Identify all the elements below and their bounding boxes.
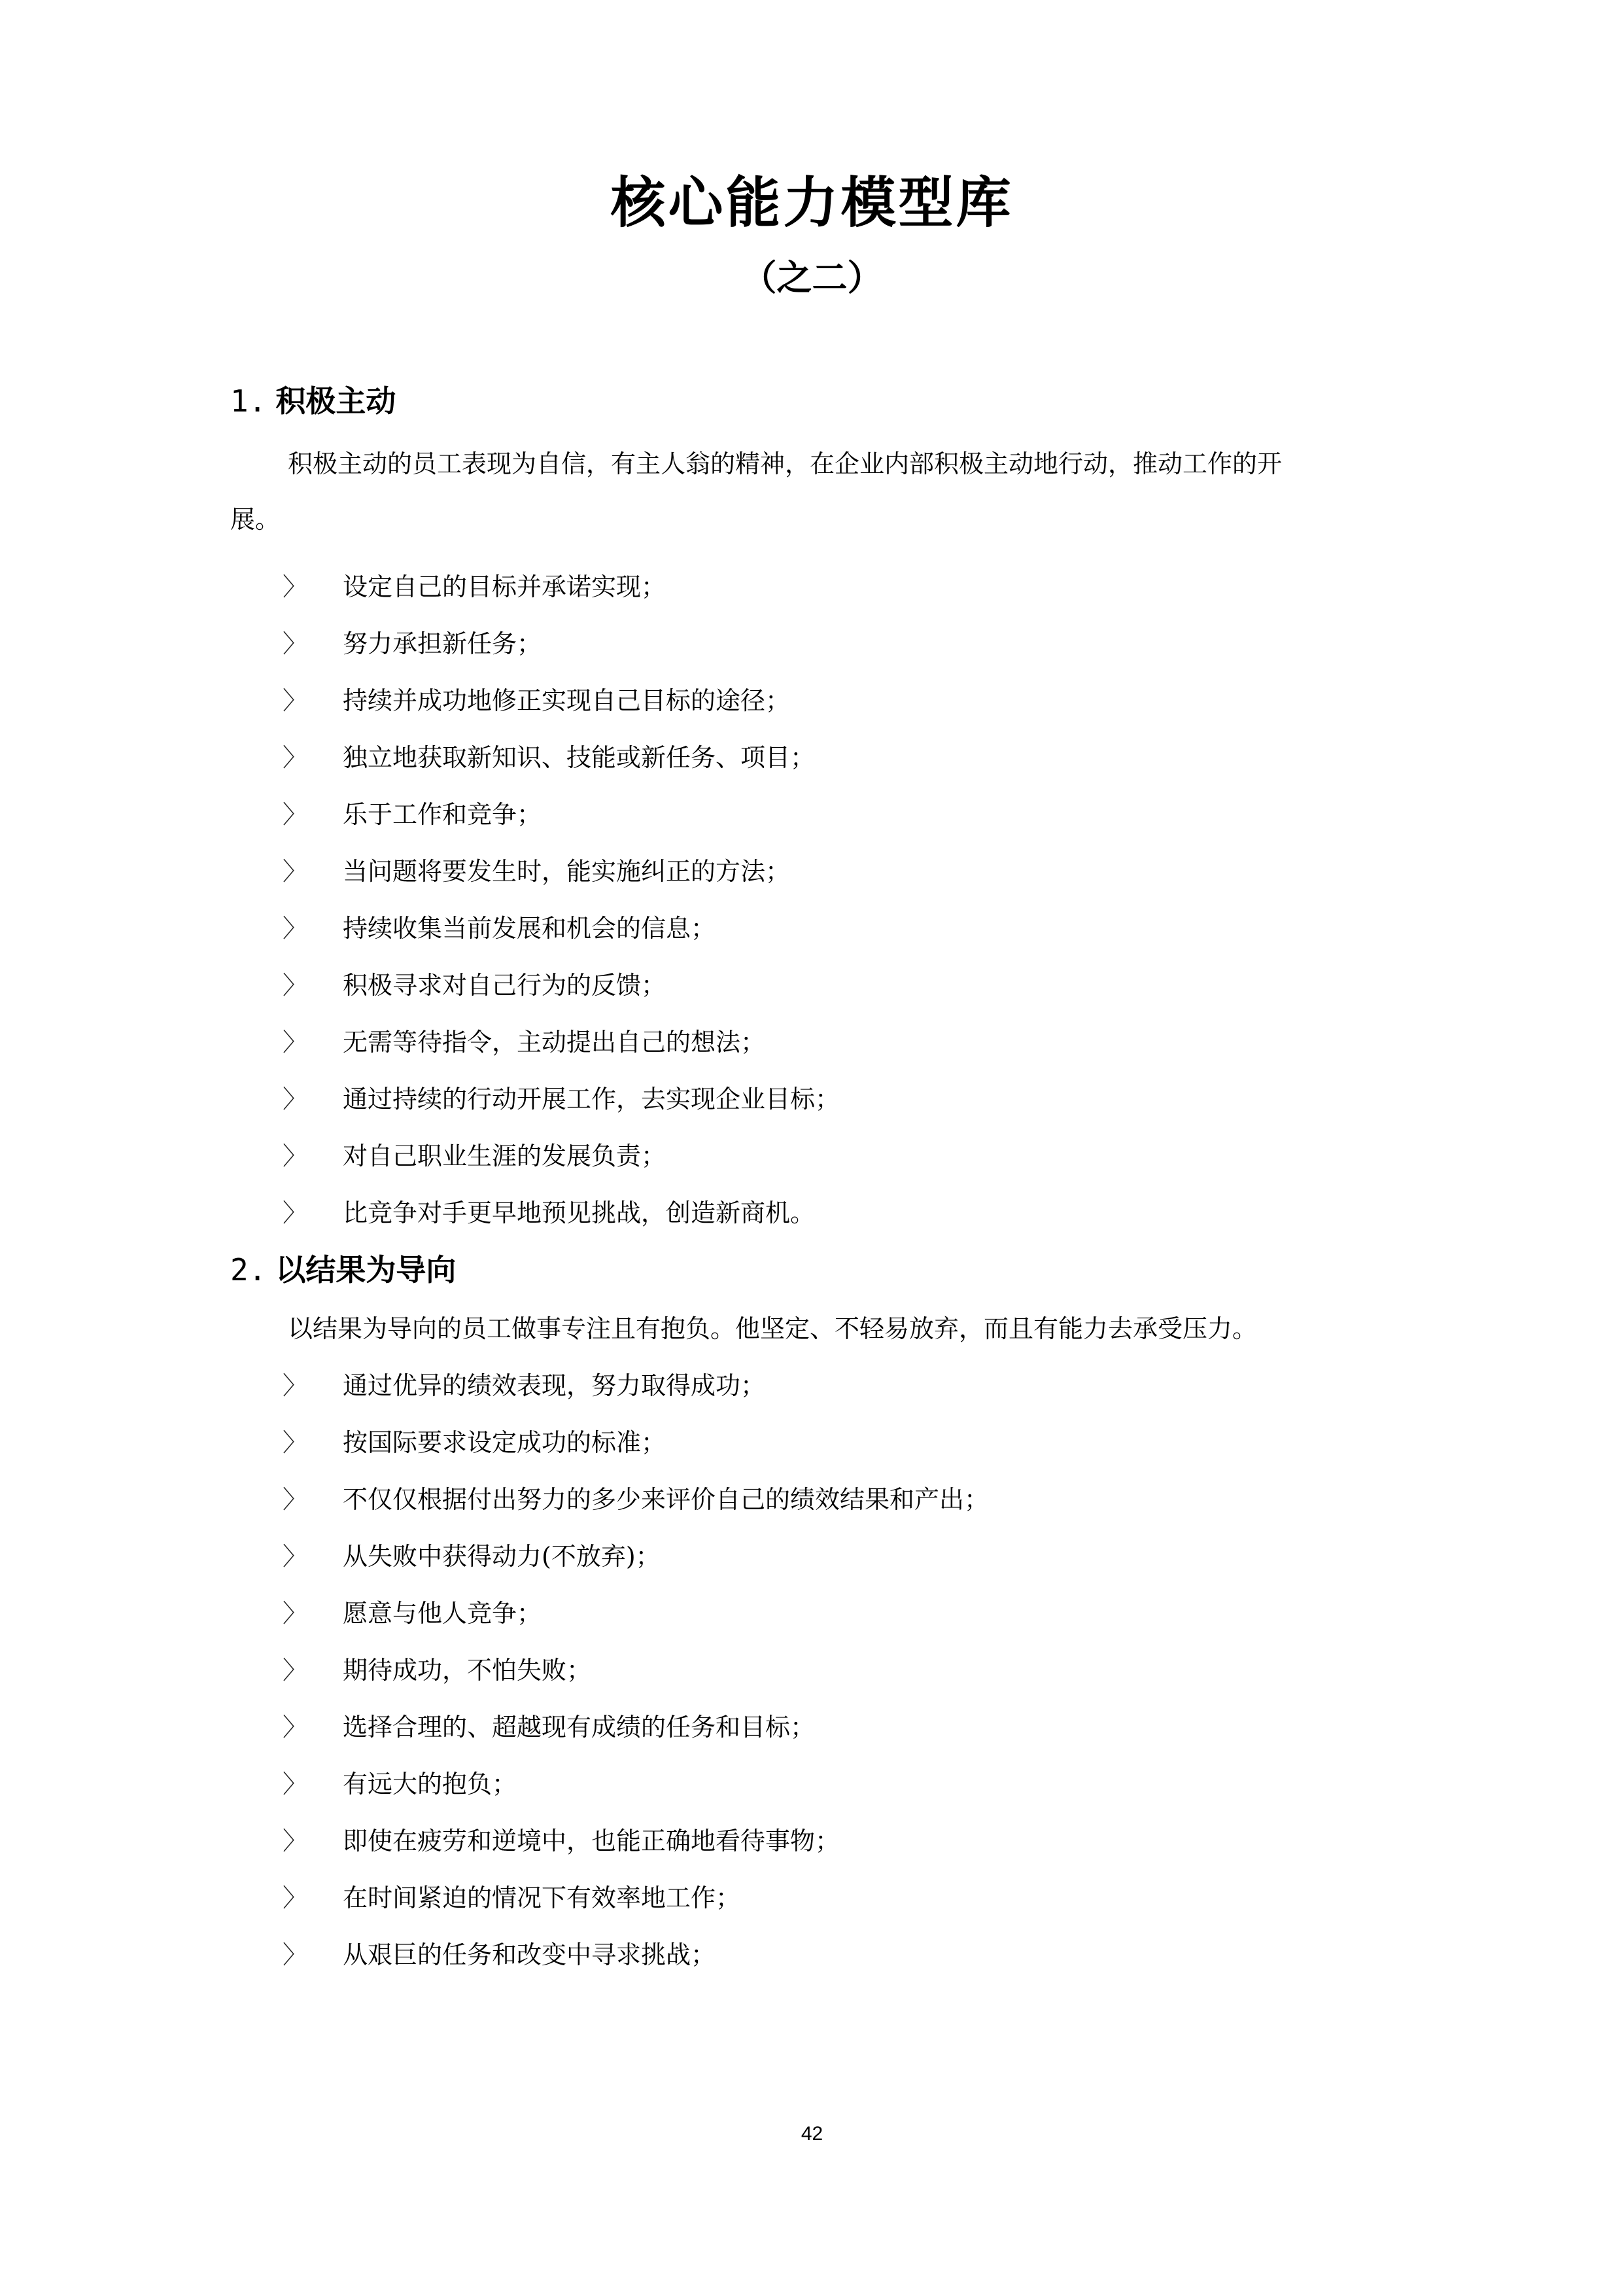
- list-item-text: 无需等待指令，主动提出自己的想法；: [343, 1028, 766, 1057]
- section-heading-results-oriented: [230, 1252, 457, 1288]
- chevron-right-icon: 〉: [283, 572, 308, 601]
- list-item-text: 设定自己的目标并承诺实现；: [343, 572, 666, 601]
- chevron-right-icon: 〉: [283, 1940, 308, 1969]
- chevron-right-icon: 〉: [283, 1028, 308, 1057]
- section-title: 以结果为导向: [275, 1252, 457, 1288]
- list-item-text: 通过持续的行动开展工作，去实现企业目标；: [343, 1085, 840, 1113]
- page-number: 42: [801, 2123, 823, 2145]
- list-item-text: 努力承担新任务；: [343, 629, 542, 658]
- list-item-text: 按国际要求设定成功的标准；: [343, 1428, 666, 1457]
- chevron-right-icon: 〉: [283, 914, 308, 943]
- section-number: 2.: [230, 1252, 267, 1288]
- list-item-text: 期待成功，不怕失败；: [343, 1656, 592, 1685]
- section-intro: 积极主动的员工表现为自信，有主人翁的精神，在企业内部积极主动地行动，推动工作的开: [288, 449, 1283, 478]
- page-title: 核心能力模型库: [610, 171, 1014, 235]
- list-item-text: 选择合理的、超越现有成绩的任务和目标；: [343, 1713, 816, 1742]
- chevron-right-icon: 〉: [283, 743, 308, 772]
- list-item-text: 有远大的抱负；: [343, 1770, 517, 1798]
- chevron-right-icon: 〉: [283, 800, 308, 829]
- chevron-right-icon: 〉: [283, 1883, 308, 1912]
- chevron-right-icon: 〉: [283, 1599, 308, 1628]
- chevron-right-icon: 〉: [283, 1770, 308, 1798]
- chevron-right-icon: 〉: [283, 1142, 308, 1170]
- chevron-right-icon: 〉: [283, 1199, 308, 1227]
- list-item-text: 从艰巨的任务和改变中寻求挑战；: [343, 1940, 716, 1969]
- chevron-right-icon: 〉: [283, 857, 308, 886]
- list-item-text: 积极寻求对自己行为的反馈；: [343, 971, 666, 1000]
- chevron-right-icon: 〉: [283, 686, 308, 715]
- chevron-right-icon: 〉: [283, 1085, 308, 1113]
- chevron-right-icon: 〉: [283, 1542, 308, 1571]
- list-item-text: 乐于工作和竞争；: [343, 800, 542, 829]
- section-title: 积极主动: [275, 383, 396, 419]
- section-intro: 以结果为导向的员工做事专注且有抱负。他坚定、不轻易放弃，而且有能力去承受压力。: [288, 1314, 1258, 1343]
- list-item-text: 比竞争对手更早地预见挑战，创造新商机。: [343, 1199, 816, 1227]
- page-subtitle: （之二）: [741, 257, 883, 298]
- chevron-right-icon: 〉: [283, 1485, 308, 1514]
- list-item-text: 持续并成功地修正实现自己目标的途径；: [343, 686, 791, 715]
- chevron-right-icon: 〉: [283, 1656, 308, 1685]
- chevron-right-icon: 〉: [283, 1371, 308, 1400]
- list-item-text: 愿意与他人竞争；: [343, 1599, 542, 1628]
- section-heading-proactive: [230, 383, 396, 419]
- chevron-right-icon: 〉: [283, 1827, 308, 1855]
- list-item-text: 从失败中获得动力(不放弃)；: [343, 1542, 661, 1571]
- list-item-text: 持续收集当前发展和机会的信息；: [343, 914, 716, 943]
- list-item-text: 对自己职业生涯的发展负责；: [343, 1142, 666, 1170]
- section-intro-continued: 展。: [230, 505, 281, 534]
- chevron-right-icon: 〉: [283, 971, 308, 1000]
- list-item-text: 通过优异的绩效表现，努力取得成功；: [343, 1371, 766, 1400]
- list-item-text: 当问题将要发生时，能实施纠正的方法；: [343, 857, 791, 886]
- list-item-text: 在时间紧迫的情况下有效率地工作；: [343, 1883, 741, 1912]
- section-number: 1.: [230, 383, 267, 419]
- list-item-text: 不仅仅根据付出努力的多少来评价自己的绩效结果和产出；: [343, 1485, 990, 1514]
- chevron-right-icon: 〉: [283, 1428, 308, 1457]
- chevron-right-icon: 〉: [283, 629, 308, 658]
- list-item-text: 即使在疲劳和逆境中，也能正确地看待事物；: [343, 1827, 840, 1855]
- list-item-text: 独立地获取新知识、技能或新任务、项目；: [343, 743, 816, 772]
- chevron-right-icon: 〉: [283, 1713, 308, 1742]
